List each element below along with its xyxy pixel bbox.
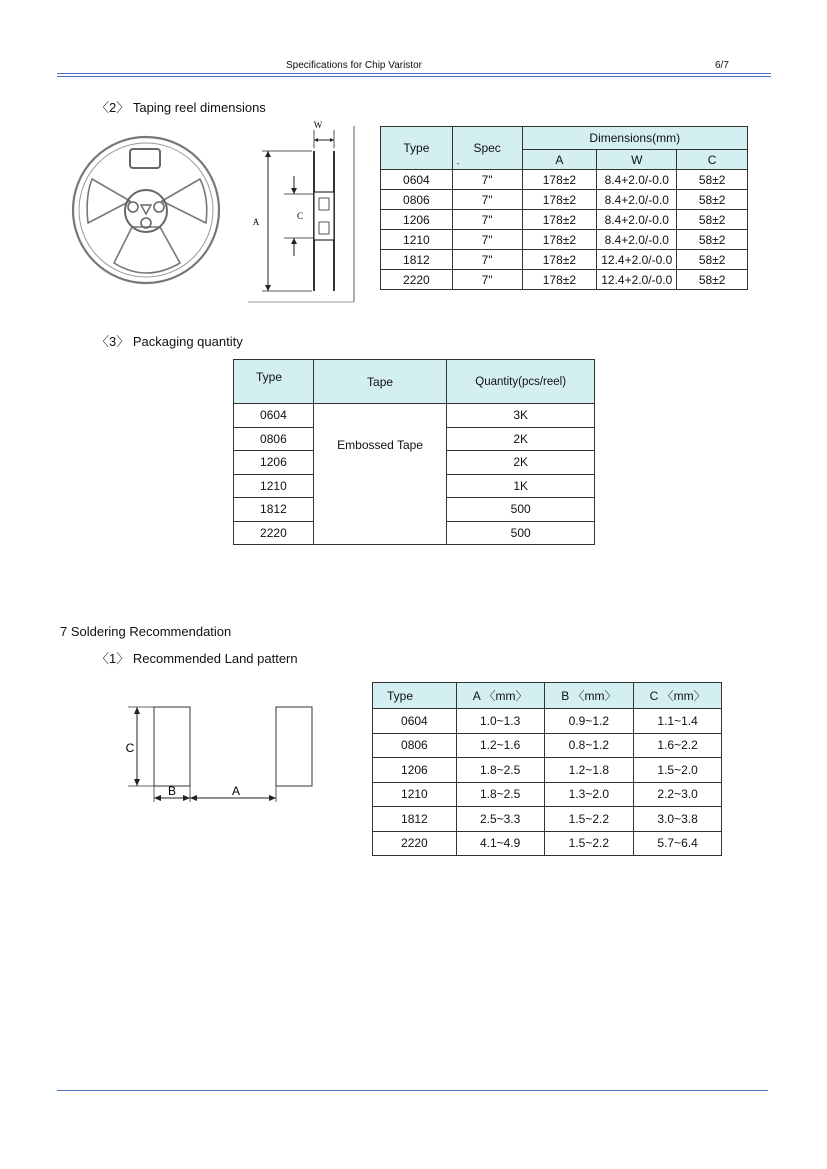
packaging-tape-header: Tape <box>313 360 447 404</box>
land-header: B 〈mm〉 <box>544 683 634 709</box>
footer-rule <box>57 1090 768 1091</box>
land-pattern-heading: 〈1〉 Recommended Land pattern <box>96 651 298 666</box>
table-cell: 2.2~3.0 <box>634 782 722 807</box>
table-cell: 7" <box>452 170 522 190</box>
table-cell: 3.0~3.8 <box>634 807 722 832</box>
reel-sub-header: A <box>522 150 597 170</box>
table-cell: 7" <box>452 270 522 290</box>
table-cell: 12.4+2.0/-0.0 <box>597 250 677 270</box>
table-row <box>381 250 748 270</box>
packaging-quantity-header: Quantity(pcs/reel) <box>447 360 595 404</box>
table-cell: 1210 <box>234 474 314 498</box>
table-cell: 2220 <box>234 521 314 545</box>
table-cell: 7" <box>452 190 522 210</box>
packaging-table <box>233 359 595 545</box>
table-row <box>381 170 748 190</box>
table-cell: 0806 <box>381 190 453 210</box>
table-cell: 1.3~2.0 <box>544 782 634 807</box>
reel-front-diagram <box>70 135 225 295</box>
table-cell: 1.5~2.2 <box>544 831 634 856</box>
table-cell: 1.2~1.8 <box>544 758 634 783</box>
table-row <box>373 758 722 783</box>
table-cell: 1206 <box>373 758 457 783</box>
page-number: 6/7 <box>715 60 729 71</box>
table-cell: 1.6~2.2 <box>634 733 722 758</box>
table-cell: 0604 <box>373 709 457 734</box>
table-cell: 1812 <box>381 250 453 270</box>
table-row <box>381 230 748 250</box>
reel-c-label: C <box>296 211 304 221</box>
reel-heading: 〈2〉 Taping reel dimensions <box>96 100 266 115</box>
table-cell: 0806 <box>234 427 314 451</box>
reel-side-diagram <box>238 118 358 304</box>
table-cell: 8.4+2.0/-0.0 <box>597 230 677 250</box>
table-cell: 178±2 <box>522 250 597 270</box>
table-cell: 1206 <box>381 210 453 230</box>
land-c-label: C <box>125 741 135 755</box>
reel-type-header: Type <box>381 127 453 170</box>
table-cell: 7" <box>452 210 522 230</box>
table-cell: 58±2 <box>677 190 748 210</box>
table-cell: 1K <box>447 474 595 498</box>
table-cell: 2.5~3.3 <box>456 807 544 832</box>
table-cell: 12.4+2.0/-0.0 <box>597 270 677 290</box>
soldering-heading: 7 Soldering Recommendation <box>60 624 232 639</box>
table-cell: 2K <box>447 451 595 475</box>
table-cell: 500 <box>447 521 595 545</box>
header-rule-2 <box>57 76 771 77</box>
table-cell: 1.0~1.3 <box>456 709 544 734</box>
table-cell: 1.2~1.6 <box>456 733 544 758</box>
table-row <box>373 831 722 856</box>
reel-spec-header: Spec - <box>452 127 522 170</box>
header-title: Specifications for Chip Varistor <box>286 60 422 71</box>
table-row <box>381 210 748 230</box>
table-cell: 1812 <box>234 498 314 522</box>
land-header: A 〈mm〉 <box>456 683 544 709</box>
table-cell: 0604 <box>234 404 314 428</box>
reel-a-label: A <box>252 217 260 227</box>
table-cell: 8.4+2.0/-0.0 <box>597 170 677 190</box>
table-cell: 2220 <box>381 270 453 290</box>
land-b-label: B <box>167 784 177 798</box>
table-cell: 1.8~2.5 <box>456 782 544 807</box>
table-cell: 7" <box>452 250 522 270</box>
land-header: Type <box>373 683 457 709</box>
reel-sub-header: W <box>597 150 677 170</box>
reel-w-label: W <box>313 120 323 130</box>
land-header: C 〈mm〉 <box>634 683 722 709</box>
packaging-heading: 〈3〉 Packaging quantity <box>96 334 243 349</box>
reel-spec-mark: - <box>456 159 460 168</box>
table-row <box>381 190 748 210</box>
reel-sub-header: C <box>677 150 748 170</box>
table-cell: 0806 <box>373 733 457 758</box>
table-row <box>373 733 722 758</box>
table-cell: 2K <box>447 427 595 451</box>
land-pattern-diagram <box>120 700 320 810</box>
table-cell: 7" <box>452 230 522 250</box>
table-cell: 178±2 <box>522 270 597 290</box>
table-cell: 58±2 <box>677 210 748 230</box>
table-cell: 1210 <box>373 782 457 807</box>
table-cell: 1.8~2.5 <box>456 758 544 783</box>
table-cell: 1.5~2.2 <box>544 807 634 832</box>
table-cell: 58±2 <box>677 230 748 250</box>
table-cell: 178±2 <box>522 210 597 230</box>
table-row <box>373 782 722 807</box>
land-a-label: A <box>231 784 241 798</box>
packaging-type-header: Type <box>234 360 314 404</box>
table-cell: 58±2 <box>677 250 748 270</box>
table-cell: 1.1~1.4 <box>634 709 722 734</box>
reel-dimensions-table <box>380 126 748 290</box>
table-cell: 178±2 <box>522 170 597 190</box>
table-cell: 178±2 <box>522 230 597 250</box>
table-cell: 0604 <box>381 170 453 190</box>
table-cell: 500 <box>447 498 595 522</box>
header-rule <box>57 73 771 74</box>
table-cell: 5.7~6.4 <box>634 831 722 856</box>
table-cell: 58±2 <box>677 170 748 190</box>
table-row <box>373 807 722 832</box>
reel-dimensions-header: Dimensions(mm) <box>522 127 747 150</box>
table-cell: 2220 <box>373 831 457 856</box>
table-cell: 8.4+2.0/-0.0 <box>597 190 677 210</box>
table-row <box>381 270 748 290</box>
table-cell: 0.9~1.2 <box>544 709 634 734</box>
table-cell: 0.8~1.2 <box>544 733 634 758</box>
table-row <box>234 404 595 428</box>
table-cell: 3K <box>447 404 595 428</box>
table-cell: 1206 <box>234 451 314 475</box>
table-cell: 58±2 <box>677 270 748 290</box>
table-cell: 1.5~2.0 <box>634 758 722 783</box>
land-pattern-table <box>372 682 722 856</box>
table-cell: 8.4+2.0/-0.0 <box>597 210 677 230</box>
tape-cell: Embossed Tape <box>313 404 447 545</box>
table-cell: 178±2 <box>522 190 597 210</box>
table-row <box>373 709 722 734</box>
table-cell: 4.1~4.9 <box>456 831 544 856</box>
table-cell: 1812 <box>373 807 457 832</box>
table-cell: 1210 <box>381 230 453 250</box>
